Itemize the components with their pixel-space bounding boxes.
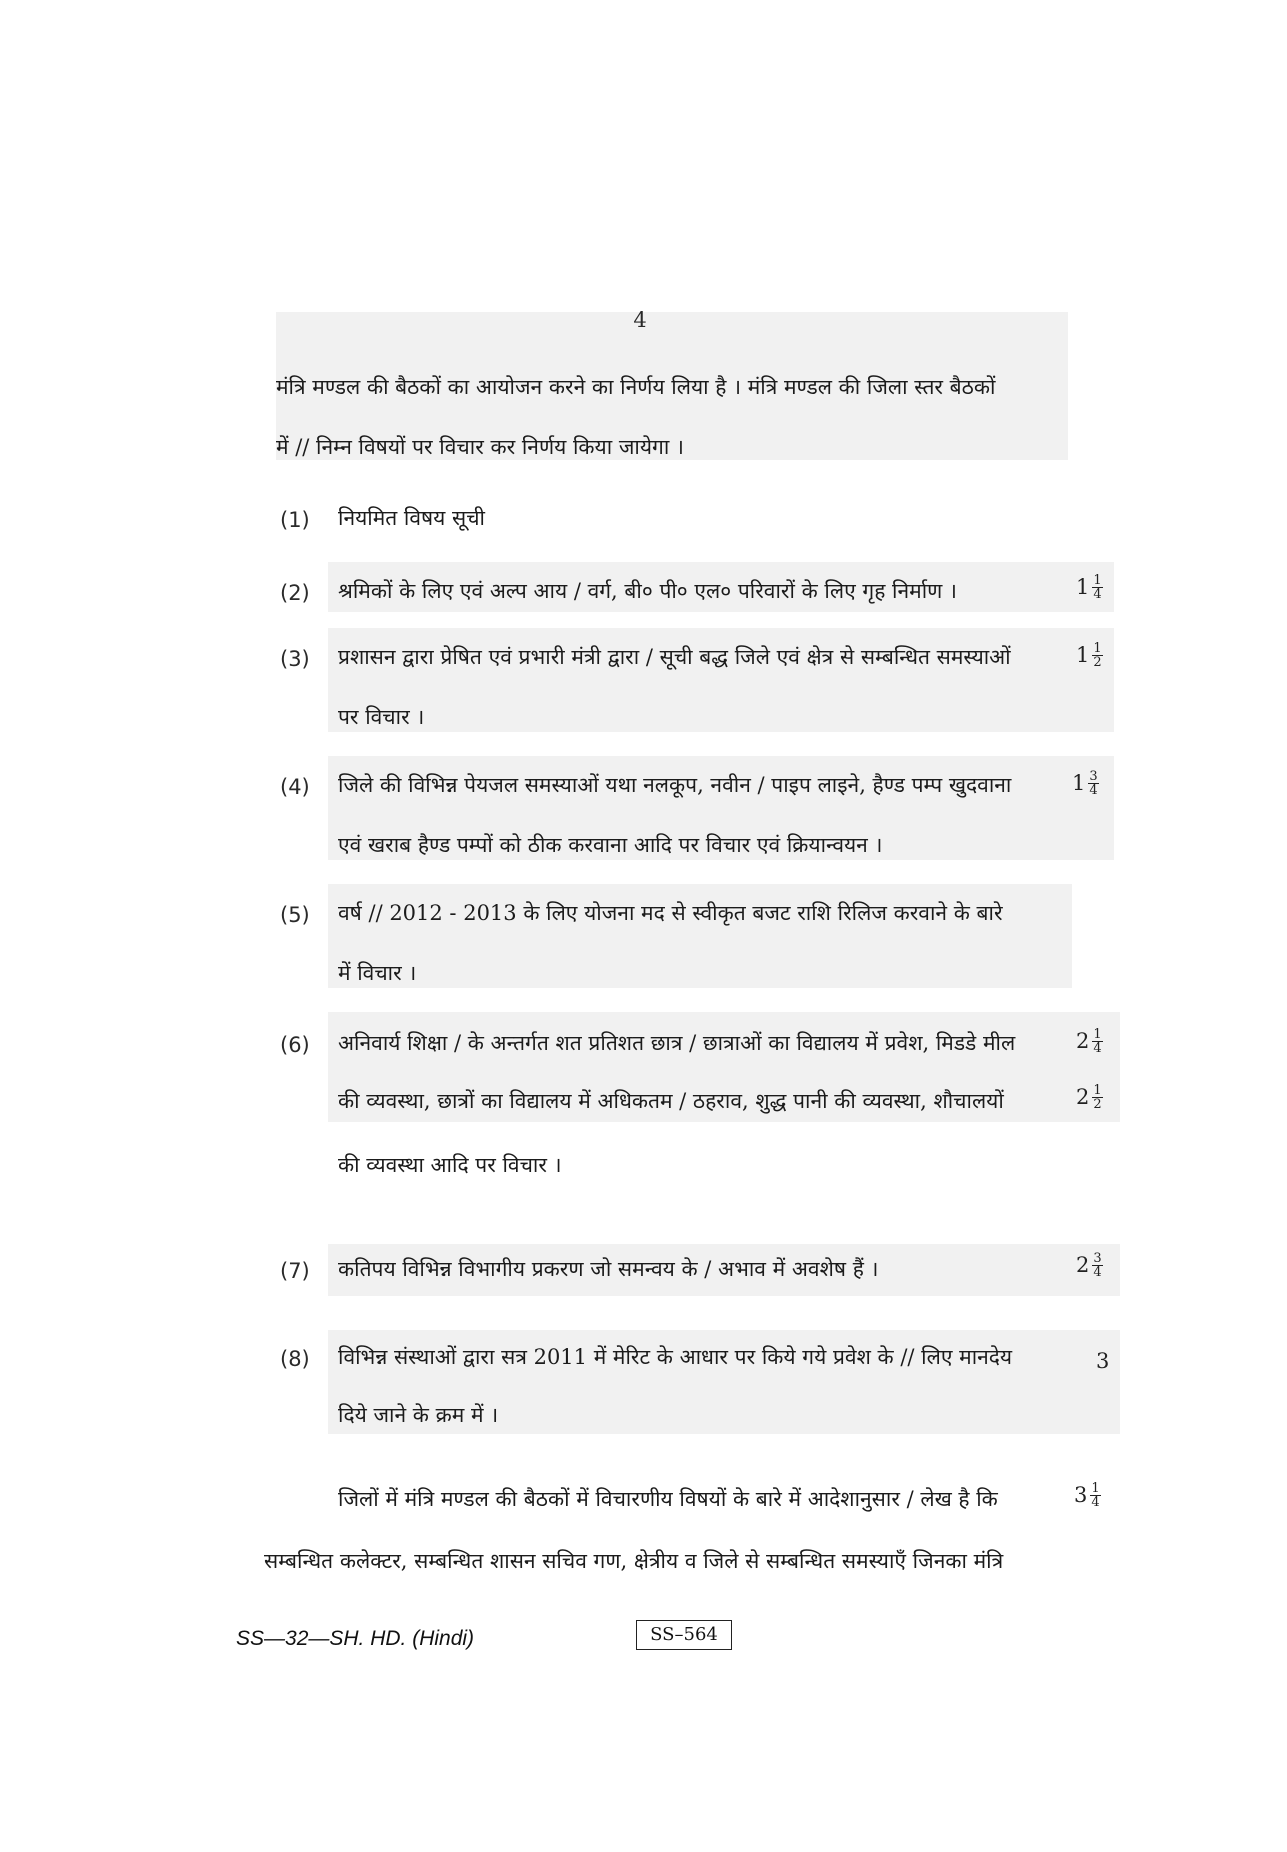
item-text: कतिपय विभिन्न विभागीय प्रकरण जो समन्वय के / अभाव में अवशेष हैं । (338, 1257, 879, 1281)
item-number: (7) (280, 1259, 310, 1283)
item-text: जिले की विभिन्न पेयजल समस्याओं यथा नलकूप, नवीन / पाइप लाइने, हैण्ड पम्प खुदवाना (338, 773, 1012, 797)
fraction-denominator: 4 (1093, 586, 1102, 602)
item-text: दिये जाने के क्रम में । (338, 1403, 499, 1427)
marks-fraction (1092, 574, 1102, 601)
marks-label (1072, 768, 1099, 798)
marks-whole: 3 (1096, 1349, 1110, 1373)
fraction-numerator: 1 (1093, 572, 1102, 588)
item-number: (4) (280, 775, 310, 799)
item-number: (5) (280, 903, 310, 927)
fraction-numerator: 1 (1091, 1480, 1100, 1496)
fraction-numerator: 1 (1093, 640, 1102, 656)
fraction-numerator: 1 (1093, 1082, 1102, 1098)
intro-line-2: में // निम्न विषयों पर विचार कर निर्णय किया जायेगा । (276, 435, 684, 459)
marks-whole: 2 (1076, 1029, 1090, 1053)
fraction-numerator: 3 (1093, 1250, 1102, 1266)
marks-whole: 2 (1076, 1085, 1090, 1109)
marks-label (1076, 1250, 1103, 1280)
marks-whole: 2 (1076, 1253, 1090, 1277)
item-text: की व्यवस्था आदि पर विचार । (338, 1153, 562, 1177)
fraction-denominator: 2 (1093, 654, 1102, 670)
item-text: नियमित विषय सूची (338, 506, 485, 530)
item-text: श्रमिकों के लिए एवं अल्प आय / वर्ग, बी० पी० एल० परिवारों के लिए गृह निर्माण । (338, 579, 957, 603)
item-number: (8) (280, 1347, 310, 1371)
item-number: (1) (280, 508, 310, 532)
fraction-denominator: 4 (1089, 782, 1098, 798)
marks-fraction (1092, 1084, 1102, 1111)
page-number: 4 (633, 308, 647, 332)
marks-fraction (1088, 770, 1098, 797)
item-text: की व्यवस्था, छात्रों का विद्यालय में अधिकतम / ठहराव, शुद्ध पानी की व्यवस्था, शौचालयों (338, 1089, 1004, 1113)
marks-fraction (1092, 1252, 1102, 1279)
marks-fraction (1092, 642, 1102, 669)
item-text: अनिवार्य शिक्षा / के अन्तर्गत शत प्रतिशत छात्र / छात्राओं का विद्यालय में प्रवेश, मिडडे मील (338, 1031, 1016, 1055)
item-text: पर विचार । (338, 705, 425, 729)
marks-label (1074, 1480, 1101, 1510)
fraction-denominator: 4 (1093, 1264, 1102, 1280)
fraction-denominator: 4 (1093, 1040, 1102, 1056)
item-text: प्रशासन द्वारा प्रेषित एवं प्रभारी मंत्री द्वारा / सूची बद्ध जिले एवं क्षेत्र से सम्बन्धित समस्याओं (338, 645, 1011, 669)
paper-code: SS—32—SH. HD. (Hindi) (236, 1627, 475, 1650)
marks-whole: 1 (1076, 643, 1090, 667)
fraction-denominator: 4 (1091, 1494, 1100, 1510)
closing-line-1: जिलों में मंत्रि मण्डल की बैठकों में विचारणीय विषयों के बारे में आदेशानुसार / लेख है कि (338, 1487, 998, 1511)
item-text: वर्ष // 2012 - 2013 के लिए योजना मद से स्वीकृत बजट राशि रिलिज करवाने के बारे (338, 901, 1003, 925)
marks-whole: 1 (1072, 771, 1086, 795)
item-number: (6) (280, 1033, 310, 1057)
fraction-numerator: 3 (1089, 768, 1098, 784)
item-text: एवं खराब हैण्ड पम्पों को ठीक करवाना आदि पर विचार एवं क्रियान्वयन । (338, 833, 883, 857)
marks-label (1076, 1082, 1103, 1112)
serial-code-box: SS–564 (636, 1620, 732, 1650)
marks-fraction (1090, 1482, 1100, 1509)
marks-label (1076, 572, 1103, 602)
item-number: (3) (280, 647, 310, 671)
marks-whole: 1 (1076, 575, 1090, 599)
closing-line-2: सम्बन्धित कलेक्टर, सम्बन्धित शासन सचिव गण, क्षेत्रीय व जिले से सम्बन्धित समस्याएँ जिनका मंत्रि (264, 1549, 1004, 1573)
item-number: (2) (280, 581, 310, 605)
item-text: विभिन्न संस्थाओं द्वारा सत्र 2011 में मेरिट के आधार पर किये गये प्रवेश के // लिए मानदेय (338, 1345, 1013, 1369)
item-text: में विचार । (338, 961, 417, 985)
marks-label (1076, 1026, 1103, 1056)
fraction-denominator: 2 (1093, 1096, 1102, 1112)
marks-fraction (1092, 1028, 1102, 1055)
marks-label (1096, 1346, 1109, 1376)
marks-label (1076, 640, 1103, 670)
marks-whole: 3 (1074, 1483, 1088, 1507)
intro-line-1: मंत्रि मण्डल की बैठकों का आयोजन करने का निर्णय लिया है । मंत्रि मण्डल की जिला स्तर बैठकों (276, 375, 996, 399)
fraction-numerator: 1 (1093, 1026, 1102, 1042)
